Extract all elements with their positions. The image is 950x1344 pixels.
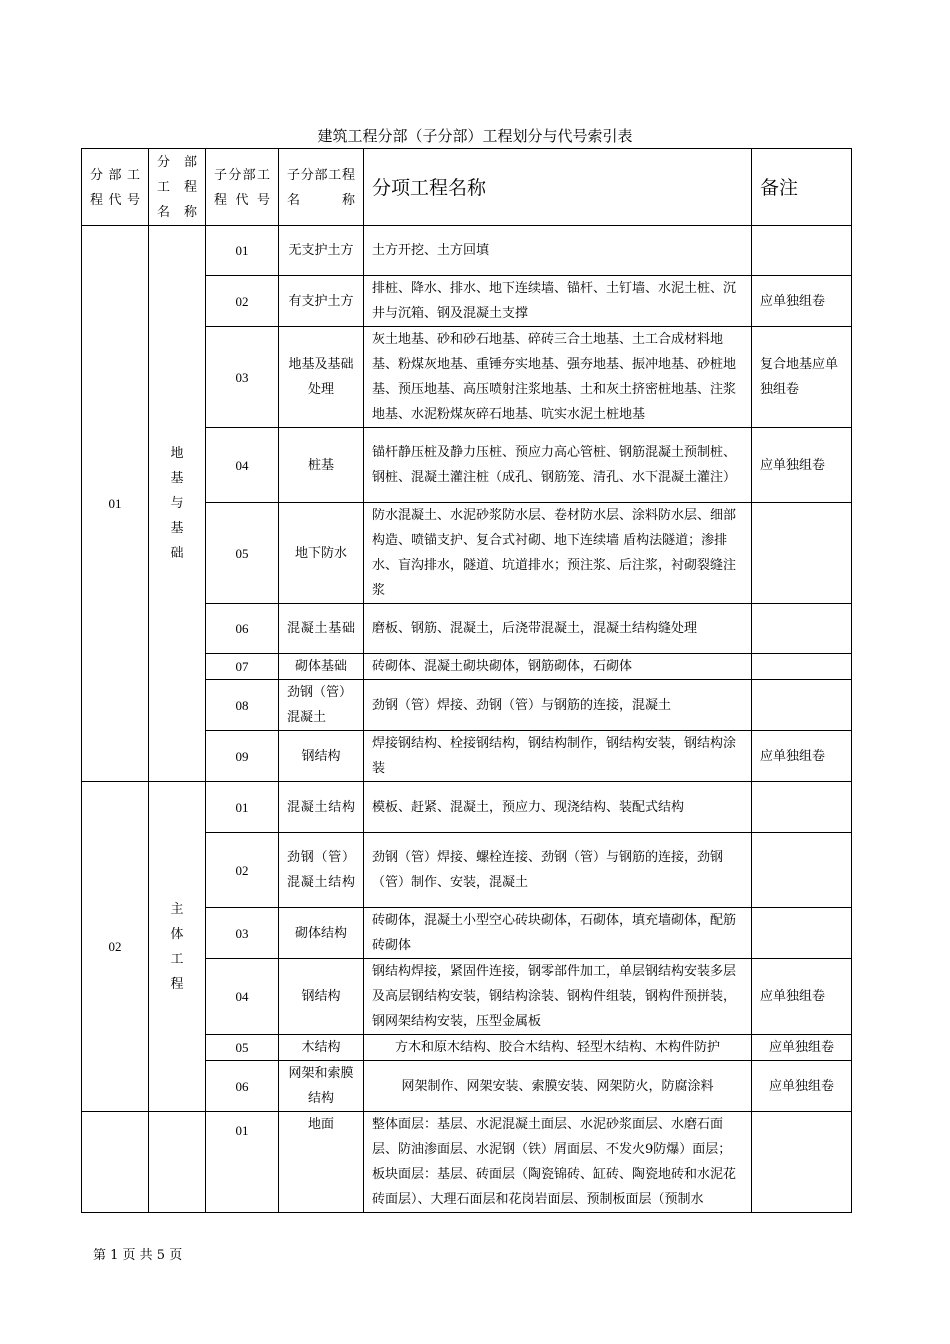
- item-names: 网架制作、网架安装、索膜安装、网架防火，防腐涂料: [364, 1061, 752, 1112]
- note: 应单独组卷: [752, 1035, 852, 1061]
- subdivision-name: 砌体基础: [279, 654, 364, 680]
- subdivision-code: 03: [206, 908, 279, 959]
- item-names: 灰土地基、砂和砂石地基、碎砖三合土地基、土工合成材料地基、粉煤灰地基、重锤夯实地基、强夯地基、振冲地基、砂桩地基、预压地基、高压喷射注浆地基、土和灰土挤密桩地基、注浆地基、水泥粉煤灰碎石地基、吭实水泥土桩地基: [364, 327, 752, 428]
- subdivision-name: 劲钢（管）混凝土结构: [279, 833, 364, 908]
- note: 应单独组卷: [752, 731, 852, 782]
- subdivision-code: 08: [206, 680, 279, 731]
- item-names: 土方开挖、土方回填: [364, 226, 752, 276]
- subdivision-code: 07: [206, 654, 279, 680]
- subdivision-name: 无支护土方: [279, 226, 364, 276]
- page-title: 建筑工程分部（子分部）工程划分与代号索引表: [317, 127, 633, 145]
- header-notes: 备注: [752, 149, 852, 226]
- subdivision-code: 06: [206, 604, 279, 654]
- subdivision-code: 03: [206, 327, 279, 428]
- division-name: 地 基 与 基 础: [149, 226, 206, 782]
- table-row: [82, 226, 852, 276]
- subdivision-name: 地基及基础处理: [279, 327, 364, 428]
- division-code: 01: [82, 226, 149, 782]
- note: 应单独组卷: [752, 1061, 852, 1112]
- note: 应单独组卷: [752, 959, 852, 1035]
- item-names: 模板、赶紧、混凝土，预应力、现浇结构、装配式结构: [364, 782, 752, 833]
- subdivision-code: 04: [206, 428, 279, 503]
- subdivision-code: 09: [206, 731, 279, 782]
- item-names: 锚杆静压桩及静力压桩、预应力高心管桩、钢筋混凝土预制桩、钢桩、混凝土灌注桩（成孔、钢筋笼、清孔、水下混凝土灌注）: [364, 428, 752, 503]
- subdivision-code: 01: [206, 1112, 279, 1213]
- subdivision-name: 地下防水: [279, 503, 364, 604]
- note: [752, 908, 852, 959]
- header-subdivision-name: 子分部工程名称: [279, 149, 364, 226]
- note: 应单独组卷: [752, 276, 852, 327]
- item-names: 防水混凝土、水泥砂浆防水层、卷材防水层、涂料防水层、细部构造、喷锚支护、复合式衬砌、地下连续墙 盾构法隧道；渗排水、盲沟排水，隧道、坑道排水；预注浆、后注浆，衬砌裂缝注浆: [364, 503, 752, 604]
- header-item-names: 分项工程名称: [364, 149, 752, 226]
- item-names: 劲钢（管）焊接、螺栓连接、劲钢（管）与钢筋的连接，劲钢（管）制作、安装，混凝土: [364, 833, 752, 908]
- subdivision-name: 混凝土结构: [279, 782, 364, 833]
- subdivision-name: 桩基: [279, 428, 364, 503]
- subdivision-code: 02: [206, 276, 279, 327]
- index-table: [81, 148, 852, 1213]
- note: [752, 680, 852, 731]
- subdivision-name: 钢结构: [279, 731, 364, 782]
- item-names: 磨板、钢筋、混凝土，后浇带混凝土，混凝土结构缝处理: [364, 604, 752, 654]
- subdivision-name: 地面: [279, 1112, 364, 1213]
- subdivision-name: 木结构: [279, 1035, 364, 1061]
- header-division-code: 分部工程代号: [82, 149, 149, 226]
- note: 复合地基应单独组卷: [752, 327, 852, 428]
- note: [752, 782, 852, 833]
- subdivision-name: 劲钢（管）混凝土: [279, 680, 364, 731]
- note: [752, 503, 852, 604]
- item-names: 钢结构焊接，紧固件连接，钢零部件加工，单层钢结构安装多层及高层钢结构安装，钢结构涂装、钢构件组装，钢构件预拼装，钢网架结构安装，压型金属板: [364, 959, 752, 1035]
- header-row: [82, 149, 852, 226]
- subdivision-name: 砌体结构: [279, 908, 364, 959]
- note: [752, 833, 852, 908]
- subdivision-code: 06: [206, 1061, 279, 1112]
- table-row: [82, 1112, 852, 1213]
- item-names: 焊接钢结构、栓接钢结构，钢结构制作，钢结构安装，钢结构涂装: [364, 731, 752, 782]
- subdivision-code: 01: [206, 782, 279, 833]
- division-name: [149, 1112, 206, 1213]
- subdivision-code: 04: [206, 959, 279, 1035]
- header-division-name: 分 部 工 程名称: [149, 149, 206, 226]
- subdivision-code: 01: [206, 226, 279, 276]
- item-names: 整体面层：基层、水泥混凝土面层、水泥砂浆面层、水磨石面层、防油渗面层、水泥钢（铁）屑面层、不发火9防爆）面层；板块面层：基层、砖面层（陶瓷锦砖、缸砖、陶瓷地砖和水泥花砖面层）、大理石面层和花岗岩面层、预制板面层（预制水: [364, 1112, 752, 1213]
- note: [752, 604, 852, 654]
- item-names: 排桩、降水、排水、地下连续墙、锚杆、土钉墙、水泥土桩、沉井与沉箱、钢及混凝土支撑: [364, 276, 752, 327]
- item-names: 砖砌体，混凝土小型空心砖块砌体，石砌体，填充墙砌体，配筋砖砌体: [364, 908, 752, 959]
- header-subdivision-code: 子分部工程代号: [206, 149, 279, 226]
- note: [752, 226, 852, 276]
- note: 应单独组卷: [752, 428, 852, 503]
- subdivision-name: 有支护土方: [279, 276, 364, 327]
- item-names: 砖砌体、混凝土砌块砌体，钢筋砌体，石砌体: [364, 654, 752, 680]
- table-row: [82, 782, 852, 833]
- subdivision-code: 05: [206, 1035, 279, 1061]
- subdivision-name: 网架和索膜结构: [279, 1061, 364, 1112]
- subdivision-name: 混凝土基础: [279, 604, 364, 654]
- page-footer: 第 1 页 共 5 页: [93, 1248, 183, 1263]
- subdivision-code: 02: [206, 833, 279, 908]
- note: [752, 1112, 852, 1213]
- item-names: 方木和原木结构、胶合木结构、轻型木结构、木构件防护: [364, 1035, 752, 1061]
- division-code: [82, 1112, 149, 1213]
- division-code: 02: [82, 782, 149, 1112]
- note: [752, 654, 852, 680]
- subdivision-name: 钢结构: [279, 959, 364, 1035]
- item-names: 劲钢（管）焊接、劲钢（管）与钢筋的连接，混凝土: [364, 680, 752, 731]
- subdivision-code: 05: [206, 503, 279, 604]
- division-name: 主 体 工 程: [149, 782, 206, 1112]
